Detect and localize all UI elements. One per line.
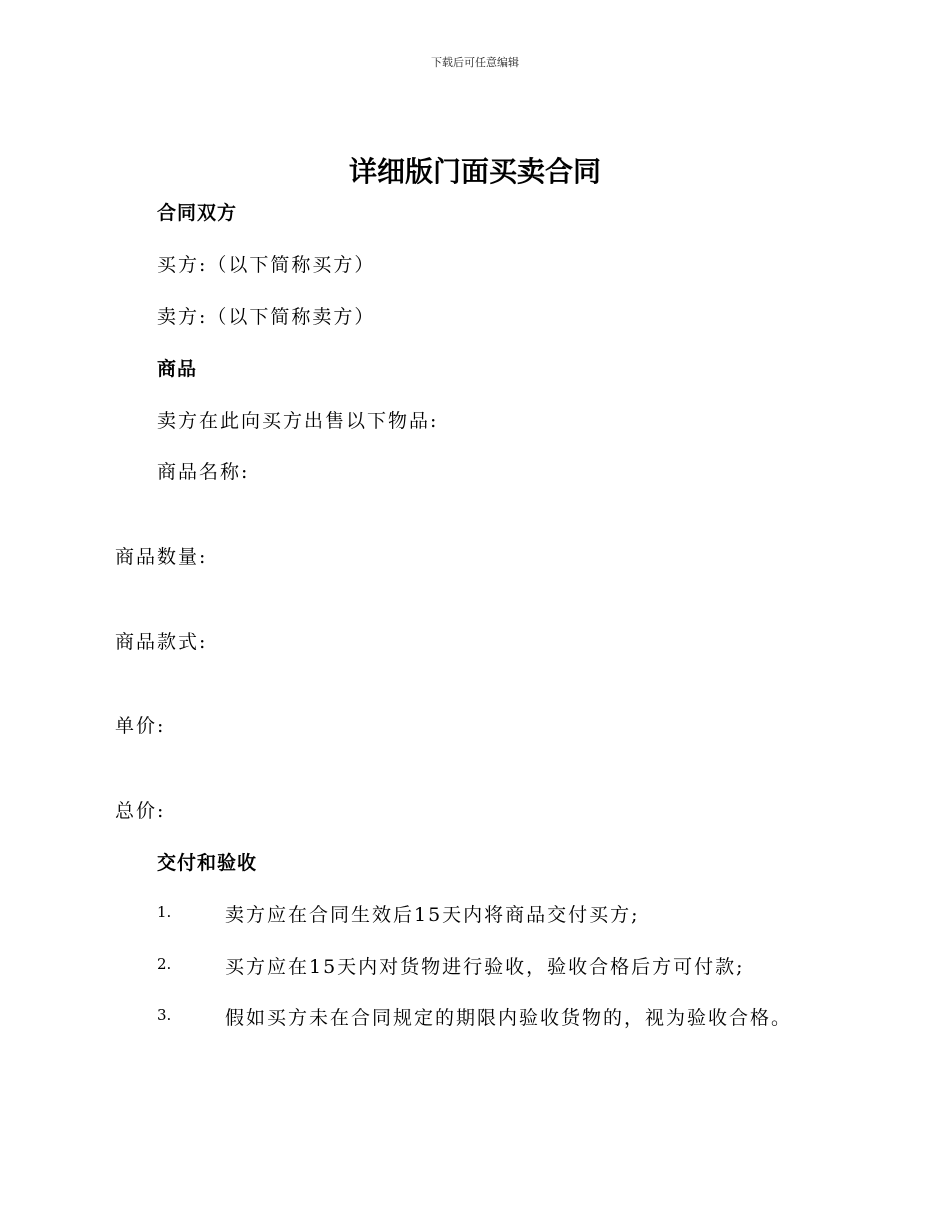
header-note: 下载后可任意编辑 (431, 56, 519, 69)
section-heading-parties: 合同双方 (157, 202, 238, 224)
total-price-label: 总价: (115, 800, 166, 822)
list-item-number: 3. (157, 1006, 172, 1024)
goods-intro: 卖方在此向买方出售以下物品: (157, 410, 439, 432)
list-item-text: 卖方应在合同生效后15天内将商品交付买方; (225, 904, 640, 926)
list-item-text: 买方应在15天内对货物进行验收，验收合格后方可付款; (225, 956, 745, 978)
goods-quantity-label: 商品数量: (115, 546, 208, 568)
buyer-line: 买方:（以下简称买方） (157, 254, 376, 276)
goods-name-label: 商品名称: (157, 461, 250, 483)
list-item-text: 假如买方未在合同规定的期限内验收货物的，视为验收合格。 (225, 1007, 793, 1029)
list-item-number: 2. (157, 955, 172, 973)
unit-price-label: 单价: (115, 715, 166, 737)
section-heading-delivery: 交付和验收 (157, 852, 258, 874)
seller-line: 卖方:（以下简称卖方） (157, 306, 376, 328)
document-title: 详细版门面买卖合同 (348, 155, 601, 188)
list-item-number: 1. (157, 903, 172, 921)
goods-style-label: 商品款式: (115, 631, 208, 653)
section-heading-goods: 商品 (157, 358, 198, 380)
